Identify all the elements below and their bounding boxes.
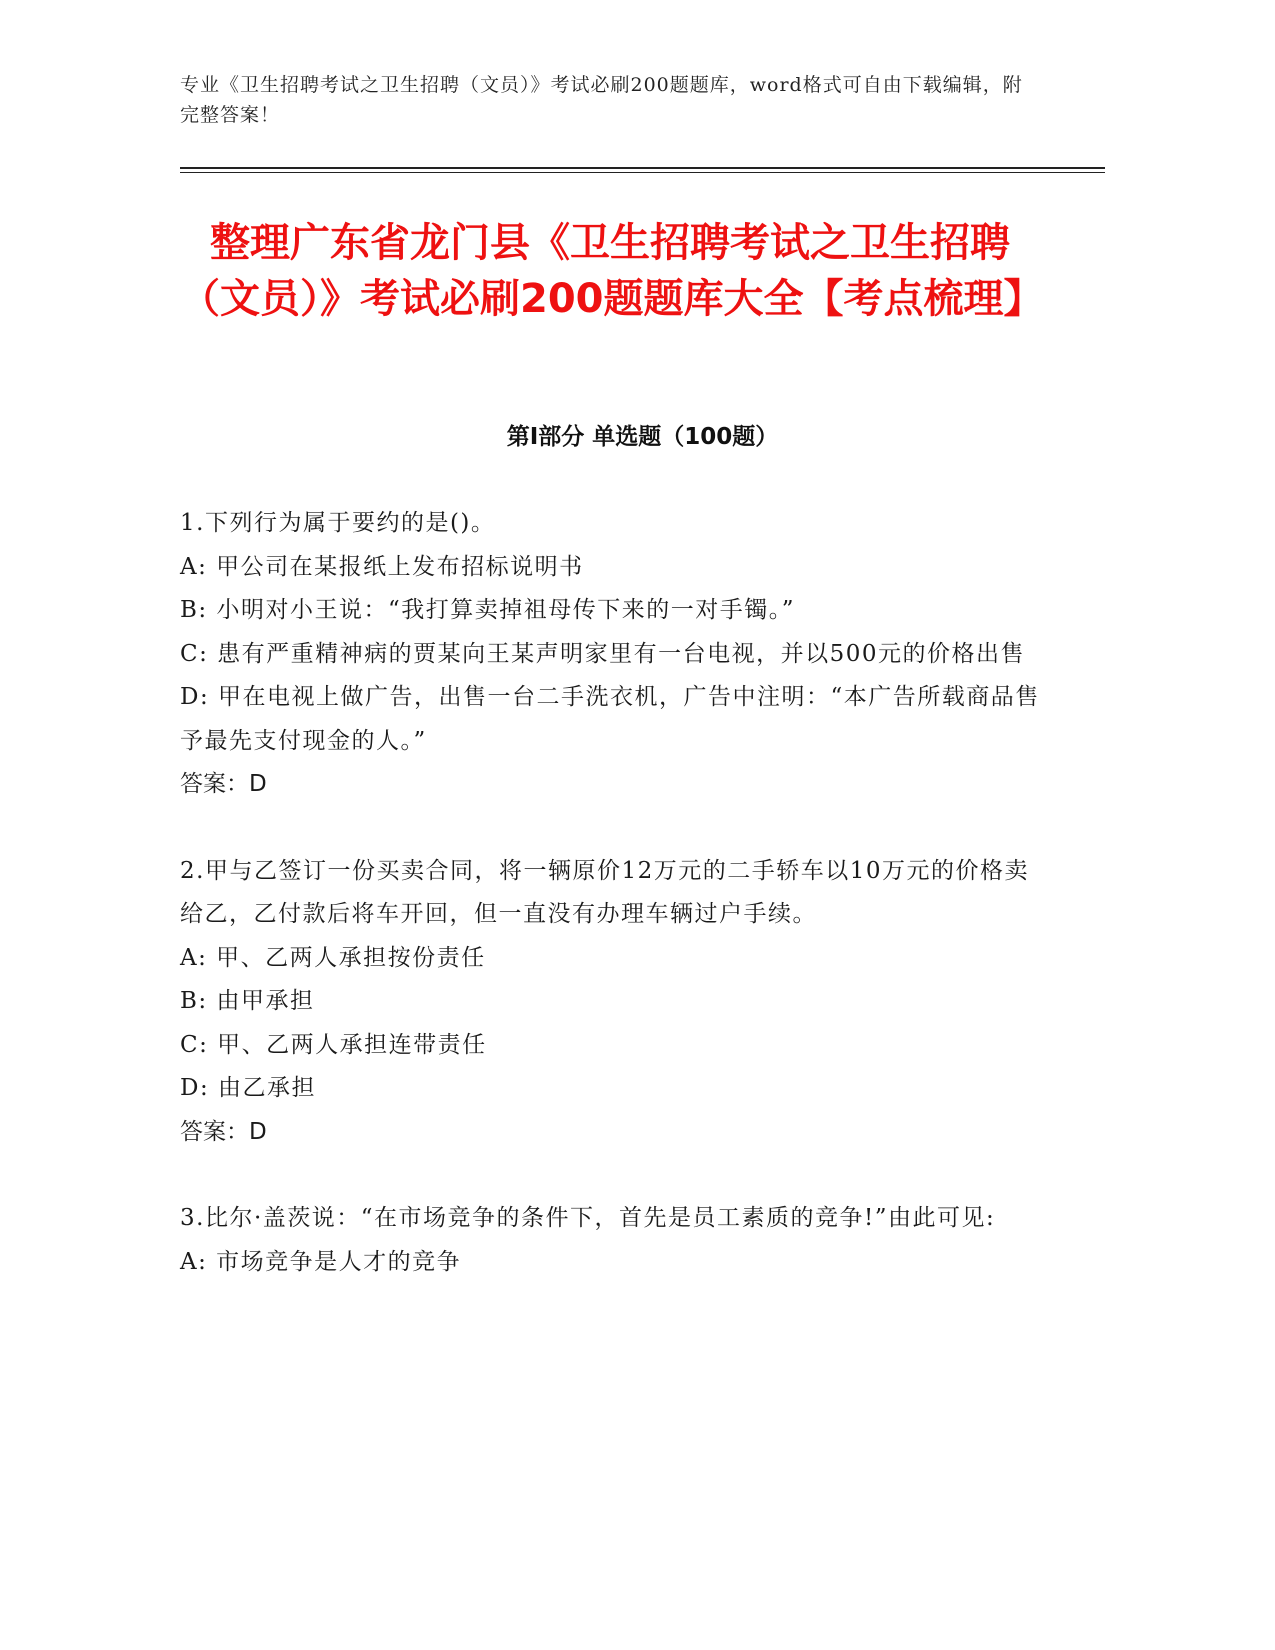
option-a: A: 甲、乙两人承担按份责任 bbox=[180, 944, 486, 971]
question-3 bbox=[180, 1197, 1040, 1284]
question-stem: 2.甲与乙签订一份买卖合同，将一辆原价12万元的二手轿车以10万元的价格卖给乙，乙付款后将车开回，但一直没有办理车辆过户手续。 bbox=[180, 857, 1029, 927]
header-divider-thick bbox=[180, 167, 1105, 169]
option-d: D: 甲在电视上做广告，出售一台二手洗衣机，广告中注明：“本广告所载商品售予最先支付现金的人。” bbox=[180, 684, 1040, 754]
question-list bbox=[180, 502, 1040, 1327]
option-b: B: 小明对小王说：“我打算卖掉祖母传下来的一对手镯。” bbox=[180, 597, 795, 623]
header-note: 专业《卫生招聘考试之卫生招聘（文员）》考试必刷200题题库，word格式可自由下载编辑，附完整答案！ bbox=[180, 74, 1023, 126]
document-title: 整理广东省龙门县《卫生招聘考试之卫生招聘（文员）》考试必刷200题题库大全【考点梳理】 bbox=[180, 220, 1044, 322]
option-b: B: 由甲承担 bbox=[180, 988, 315, 1014]
question-stem: 1.下列行为属于要约的是()。 bbox=[180, 510, 496, 536]
question-stem: 3.比尔·盖茨说：“在市场竞争的条件下，首先是员工素质的竞争!”由此可见: bbox=[180, 1205, 996, 1231]
option-d: D: 由乙承担 bbox=[180, 1075, 317, 1101]
header-divider-thin bbox=[180, 172, 1105, 173]
option-a: A: 甲公司在某报纸上发布招标说明书 bbox=[180, 553, 584, 580]
option-c: C: 患有严重精神病的贾某向王某声明家里有一台电视，并以500元的价格出售 bbox=[180, 640, 1026, 667]
question-2 bbox=[180, 850, 1040, 1155]
option-a: A: 市场竞争是人才的竞争 bbox=[180, 1248, 462, 1275]
question-1 bbox=[180, 502, 1040, 807]
answer: 答案：D bbox=[180, 771, 267, 797]
answer: 答案：D bbox=[180, 1118, 267, 1145]
option-c: C: 甲、乙两人承担连带责任 bbox=[180, 1031, 487, 1058]
section-title: 第I部分 单选题（100题） bbox=[506, 424, 779, 450]
